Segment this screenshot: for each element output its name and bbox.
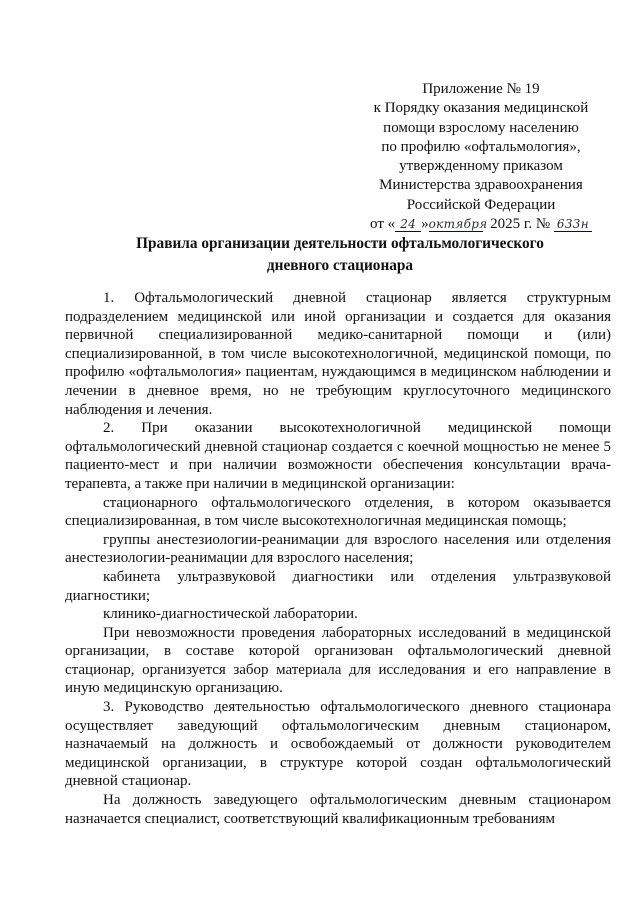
appendix-line: по профилю «офтальмология», xyxy=(381,138,581,155)
title-line-1: Правила организации деятельности офтальмологического xyxy=(136,235,544,252)
paragraph: стационарного офтальмологического отделения, в котором оказывается специализированная, в том числе высокотехнологичная медицинская помощь; xyxy=(65,494,611,530)
paragraph: 2. При оказании высокотехнологичной медицинской помощи офтальмологический дневной стационар создается с коечной мощностью не менее 5 пациенто-мест и при наличии возможности обеспечения консультации врача-терапевта, а также при наличии в медицинской организации: xyxy=(65,420,611,492)
appendix-line: утвержденному приказом xyxy=(399,158,563,175)
handwritten-number: 633н xyxy=(556,217,589,232)
paragraph: клинико-диагностической лаборатории. xyxy=(103,606,358,623)
handwritten-month: октября xyxy=(428,217,488,232)
paragraph: группы анестезиологии-реанимации для взрослого населения или отделения анестезиологии-реанимации для взрослого населения; xyxy=(65,531,611,567)
appendix-header xyxy=(360,80,602,234)
appendix-line: Приложение № 19 xyxy=(422,81,540,97)
title-line-2: дневного стационара xyxy=(266,257,414,274)
date-mid: » xyxy=(421,216,429,233)
handwritten-day: 24 xyxy=(400,217,417,232)
year-text: 2025 г. № xyxy=(490,216,551,233)
document-title xyxy=(60,233,620,277)
order-date-line xyxy=(360,215,602,234)
paragraph: 1. Офтальмологический дневной стационар является структурным подразделением медицинской или иной организации и создается для оказания первичной специализированной медико-санитарной помощи и (или) специализированной, в том числе высокотехнологичной, медицинской помощи, по профилю «офтальмология» пациентам, нуждающимся в медицинском наблюдении и лечении в дневное время, но не требующим круглосуточного медицинского наблюдения и лечения. xyxy=(65,290,611,418)
appendix-line: к Порядку оказания медицинской xyxy=(373,100,589,117)
date-prefix: от « xyxy=(370,216,396,233)
document-body xyxy=(65,289,611,828)
paragraph: 3. Руководство деятельностью офтальмологического дневного стационара осуществляет заведующий офтальмологическим дневным стационаром, назначаемый на должность и освобождаемый от должности руководителем медицинской организации, в структуре которой создан офтальмологический дневной стационар. xyxy=(65,699,611,790)
appendix-line: помощи взрослому населению xyxy=(383,119,579,136)
paragraph: На должность заведующего офтальмологическим дневным стационаром назначается специалист, соответствующий квалификационным требованиям xyxy=(65,792,611,827)
appendix-line: Российской Федерации xyxy=(406,196,556,213)
appendix-line: Министерства здравоохранения xyxy=(379,177,583,194)
paragraph: При невозможности проведения лабораторных исследований в медицинской организации, в составе которой организован офтальмологический дневной стационар, организуется забор материала для исследования и его направление в иную медицинскую организацию. xyxy=(65,624,611,697)
paragraph: кабинета ультразвуковой диагностики или отделения ультразвуковой диагностики; xyxy=(65,568,611,604)
